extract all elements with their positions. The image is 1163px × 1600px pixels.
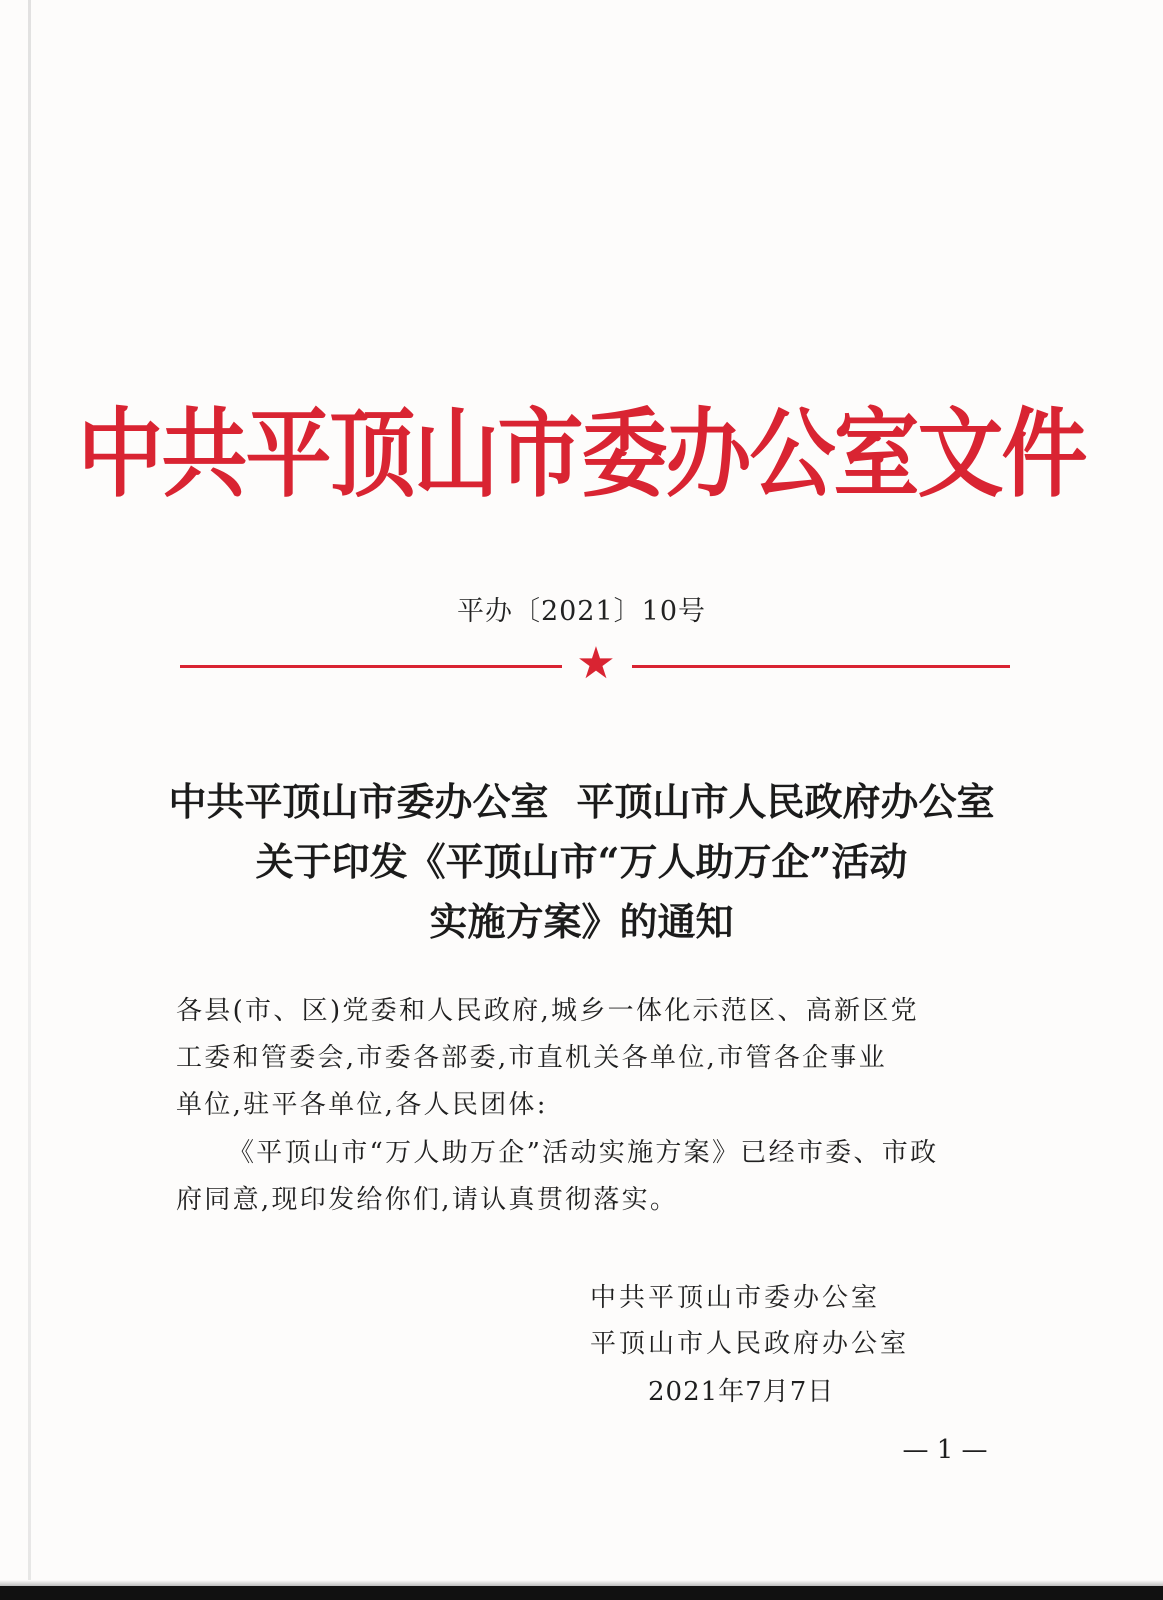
title-line-3: 实施方案》的通知 xyxy=(429,899,734,944)
page-number: — 1 — xyxy=(902,1435,988,1465)
signature-date: 2021年7月7日 xyxy=(648,1377,835,1407)
red-star-icon: ★ xyxy=(576,638,616,689)
title-line-1 xyxy=(0,772,1163,832)
body-line: 《平顶山市“万人助万企”活动实施方案》已经市委、市政 xyxy=(228,1138,939,1168)
divider-line-right xyxy=(632,665,1010,668)
title-issuer-1: 中共平顶山市委办公室 xyxy=(168,779,549,824)
scan-edge-bottom xyxy=(0,1586,1163,1600)
red-divider xyxy=(180,638,1010,689)
title-line-2: 关于印发《平顶山市“万人助万企”活动 xyxy=(255,839,908,884)
recipients-line: 工委和管委会,市委各部委,市直机关各单位,市管各企事业 xyxy=(176,1043,887,1073)
signature-org-1: 中共平顶山市委办公室 xyxy=(590,1283,881,1313)
body-line: 府同意,现印发给你们,请认真贯彻落实。 xyxy=(176,1185,679,1215)
masthead: 中共平顶山市委办公室文件 xyxy=(77,399,1086,511)
recipients-line: 各县(市、区)党委和人民政府,城乡一体化示范区、高新区党 xyxy=(176,996,919,1026)
title-issuer-2: 平顶山市人民政府办公室 xyxy=(576,779,995,824)
recipients-line: 单位,驻平各单位,各人民团体: xyxy=(176,1090,548,1120)
document-number: 平办〔2021〕10号 xyxy=(456,596,707,627)
body-paragraph xyxy=(176,1130,1006,1224)
signature-org-2: 平顶山市人民政府办公室 xyxy=(590,1329,910,1359)
recipients xyxy=(176,988,1006,1129)
divider-line-left xyxy=(180,665,562,668)
